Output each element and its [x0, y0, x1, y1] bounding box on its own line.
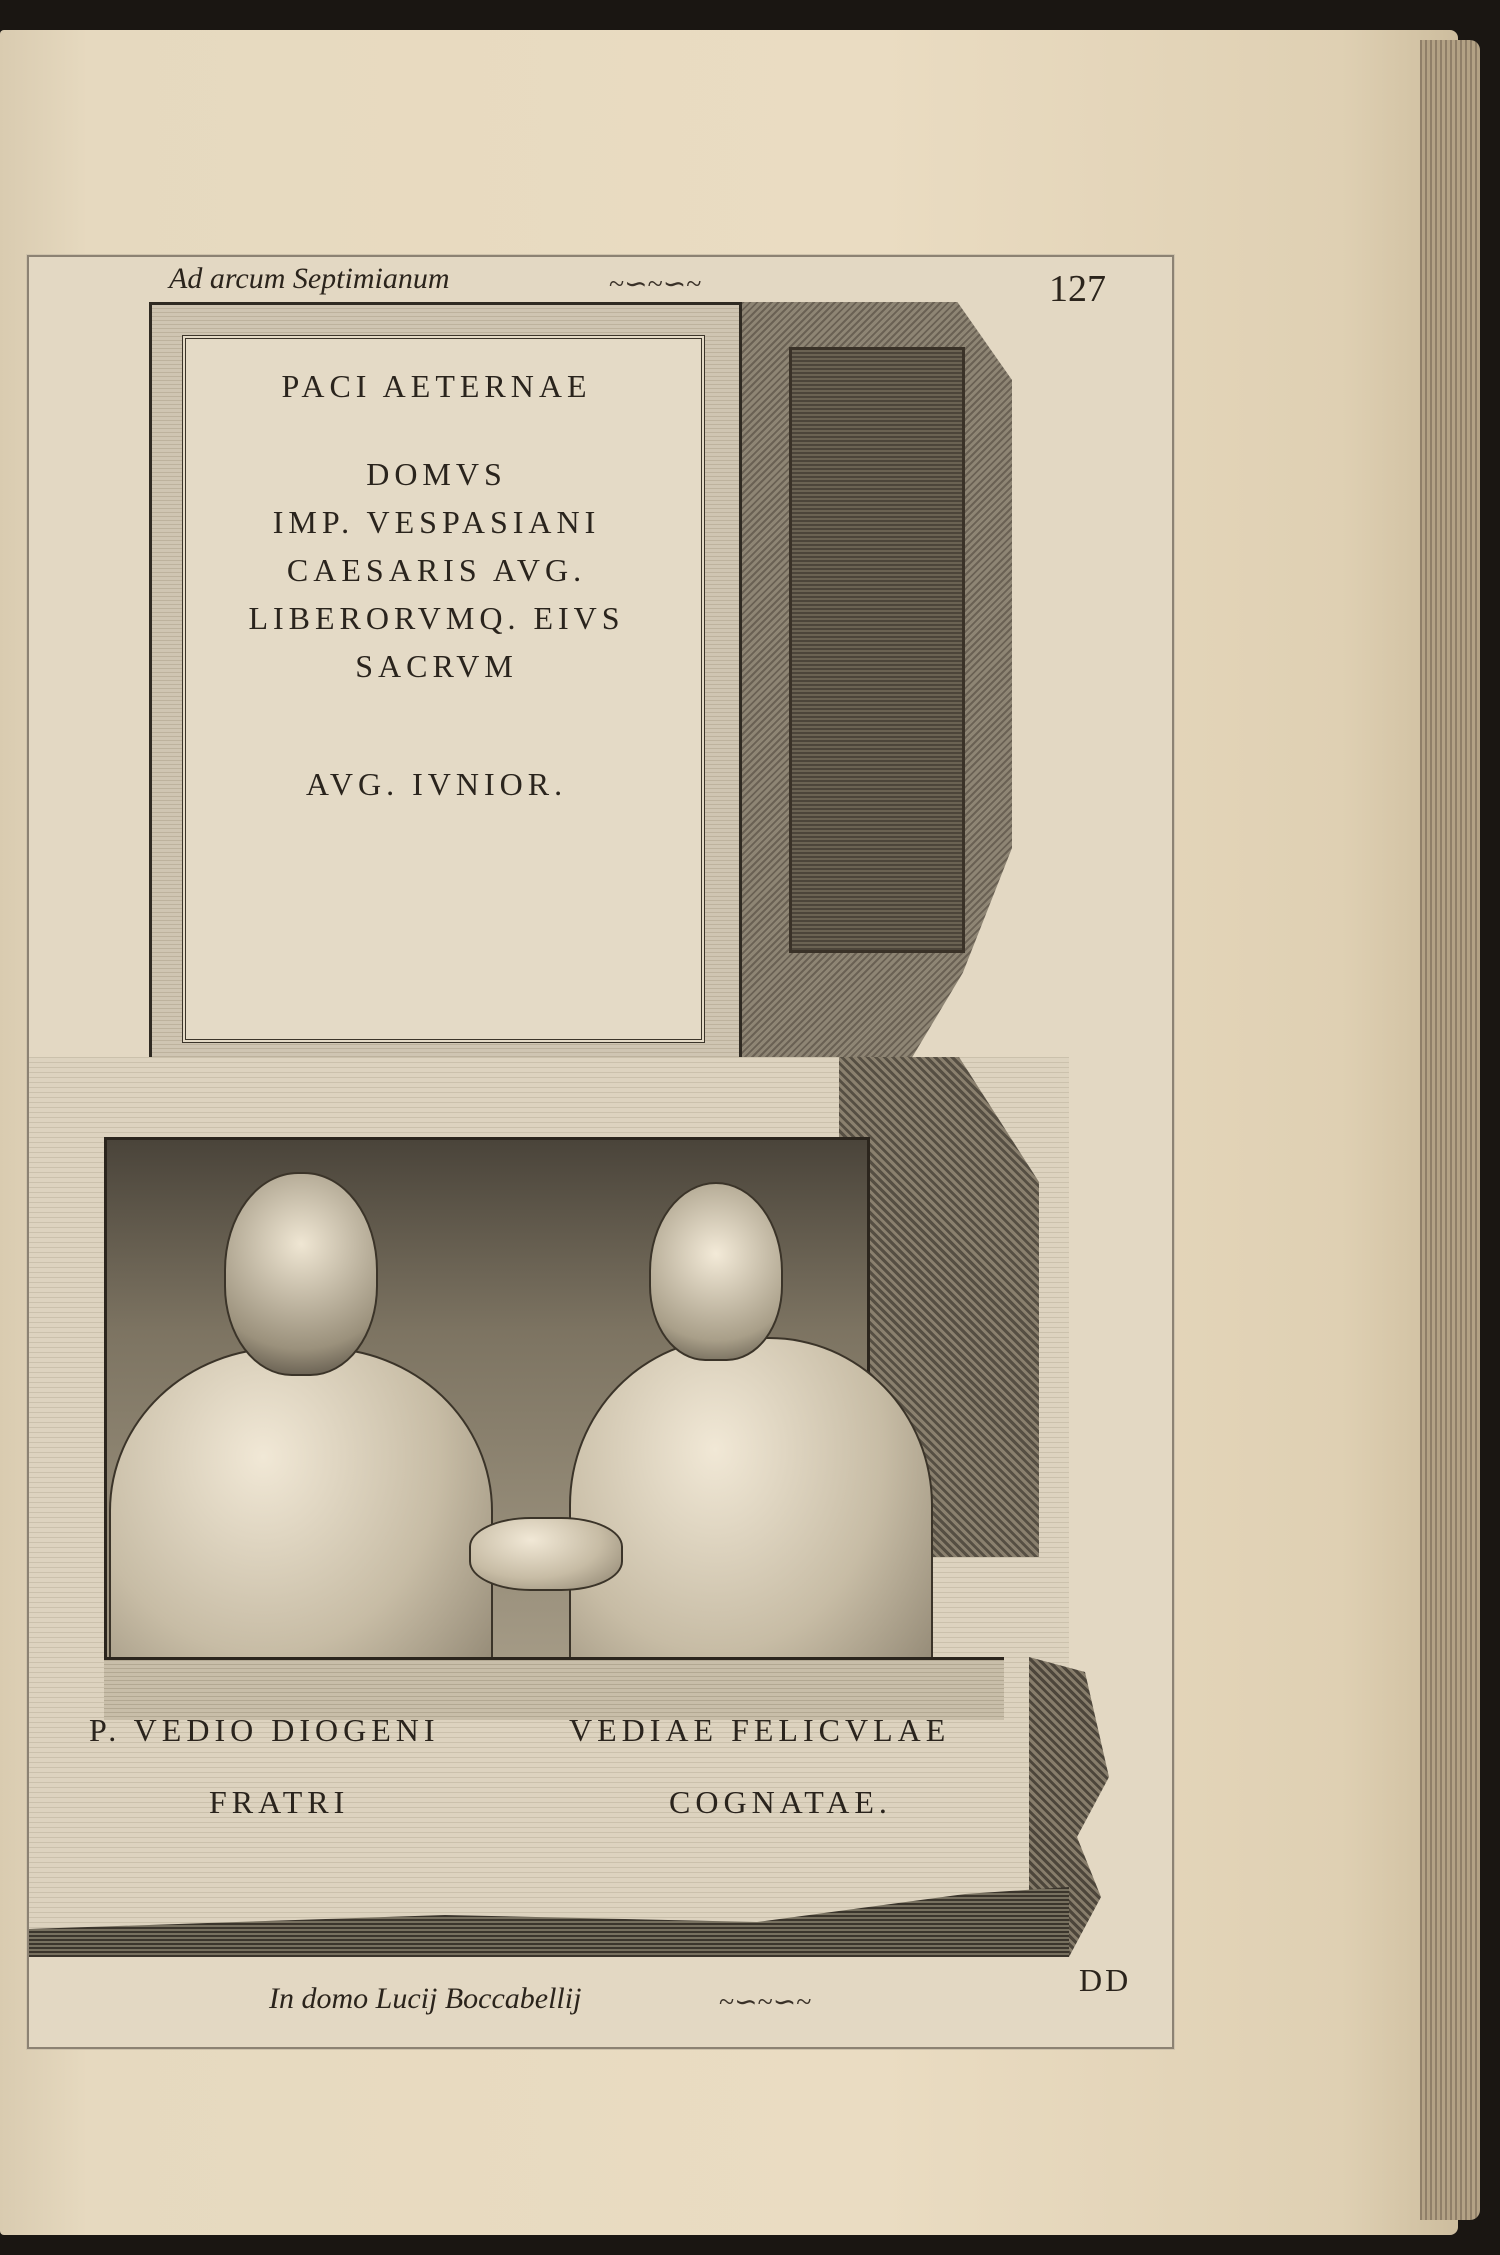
page-number: 127 [1049, 268, 1106, 310]
inscription-line: AVG. IVNIOR. [305, 766, 568, 802]
niche-ledge [104, 1657, 1004, 1720]
upper-inscription [179, 362, 694, 808]
caption-bottom: In domo Lucij Boccabellij [269, 1982, 582, 2015]
lower-inscription [89, 1712, 1089, 1821]
flourish-ornament-icon: ~∽~∽~ [719, 1987, 812, 2018]
inscription-line: VEDIAE FELICVLAE [569, 1712, 951, 1748]
inscription-line: DOMVS [366, 456, 507, 492]
female-figure-body [569, 1337, 933, 1711]
inscription-line: IMP. VESPASIANI [272, 504, 601, 540]
inscription-line: CAESARIS AVG. [286, 552, 587, 588]
upper-stone-side-panel [789, 347, 965, 953]
inscription-line: FRATRI [209, 1784, 350, 1820]
inscription-line: P. VEDIO DIOGENI [89, 1712, 440, 1748]
flourish-ornament-icon: ~∽~∽~ [609, 269, 702, 300]
engraved-plate [27, 255, 1174, 2049]
signature-mark: DD [1079, 1962, 1132, 1998]
page-edges [1420, 40, 1480, 2220]
caption-top: Ad arcum Septimianum [169, 262, 450, 295]
clasped-hands [469, 1517, 623, 1591]
inscription-line: PACI AETERNAE [281, 368, 592, 404]
female-figure-head [649, 1182, 783, 1361]
inscription-line: LIBERORVMQ. EIVS [248, 600, 625, 636]
male-figure-head [224, 1172, 378, 1376]
inscription-line: COGNATAE. [669, 1784, 892, 1820]
inscription-line: SACRVM [355, 648, 518, 684]
